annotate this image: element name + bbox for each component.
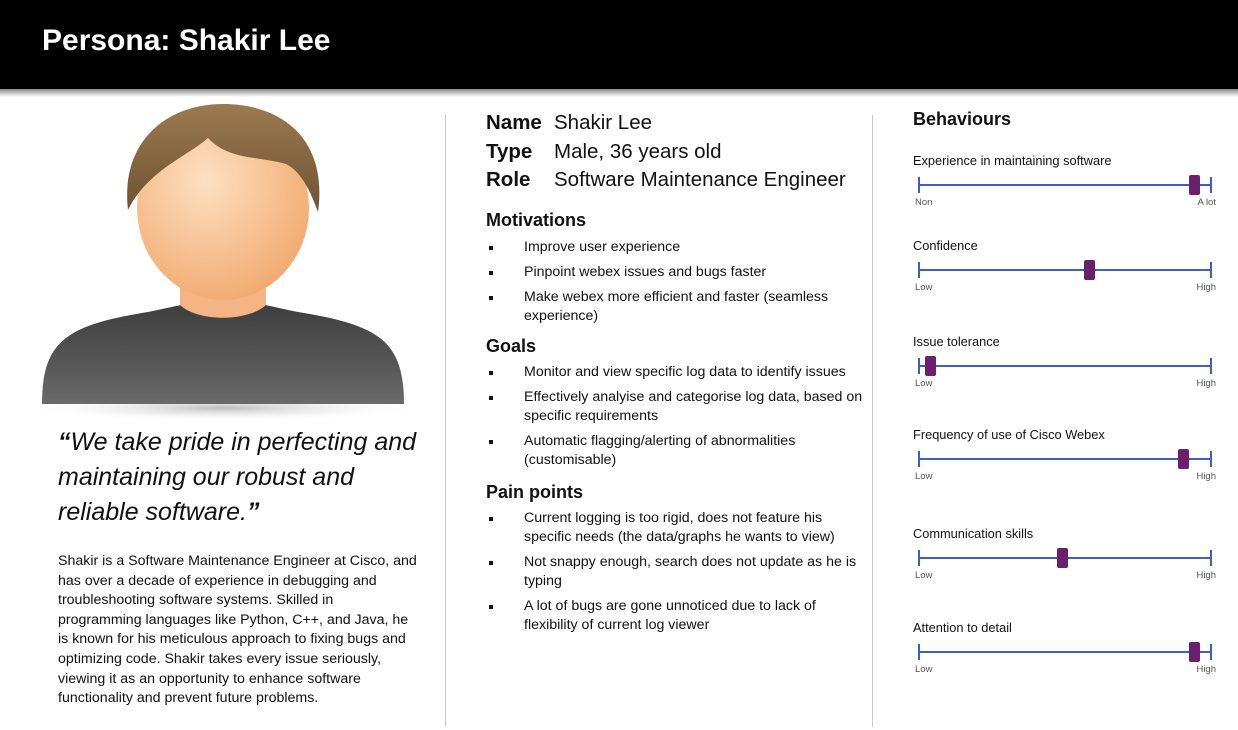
goals-heading: Goals xyxy=(486,336,537,356)
slider-low-label: Low xyxy=(915,471,933,482)
slider-knob xyxy=(1189,175,1200,195)
list-item: Not snappy enough, search does not update as he is typing xyxy=(486,553,864,591)
list-item: Current logging is too rigid, does not feature his specific needs (the data/graphs he wants to view) xyxy=(486,509,864,547)
slider-knob xyxy=(925,356,936,376)
behaviour-slider-communication xyxy=(913,526,1218,596)
slider-cap-right xyxy=(1210,177,1212,193)
info-value: Male, 36 years old xyxy=(554,139,722,163)
slider-low-label: Non xyxy=(915,197,933,208)
slider-cap-left xyxy=(918,358,920,374)
list-item: Make webex more efficient and faster (seamless experience) xyxy=(486,288,864,326)
slider-cap-right xyxy=(1210,451,1212,467)
persona-quote xyxy=(58,425,428,530)
list-item: Monitor and view specific log data to identify issues xyxy=(486,363,864,382)
slider-high-label: High xyxy=(1196,378,1216,389)
slider-high-label: High xyxy=(1196,664,1216,675)
info-value: Shakir Lee xyxy=(554,111,653,134)
behaviour-label: Frequency of use of Cisco Webex xyxy=(913,427,1105,442)
list-item: Automatic flagging/alerting of abnormalities (customisable) xyxy=(486,432,864,470)
behaviour-slider-attention xyxy=(913,620,1218,690)
list-item: Effectively analyise and categorise log data, based on specific requirements xyxy=(486,388,864,426)
list-item: Pinpoint webex issues and bugs faster xyxy=(486,263,864,282)
column-divider-left xyxy=(445,115,446,727)
quote-open-mark: “ xyxy=(58,428,71,456)
slider-high-label: High xyxy=(1196,282,1216,293)
info-row-role xyxy=(486,166,846,195)
quote-text: We take pride in perfecting and maintaining our robust and reliable software. xyxy=(58,428,417,526)
slider-cap-right xyxy=(1210,262,1212,278)
column-divider-right xyxy=(872,115,873,727)
goals-list xyxy=(486,363,864,476)
behaviour-label: Issue tolerance xyxy=(913,334,1000,349)
info-row-type xyxy=(486,138,846,167)
info-key: Type xyxy=(486,139,533,163)
slider-track xyxy=(918,365,1212,367)
slider-cap-left xyxy=(918,262,920,278)
behaviour-label: Confidence xyxy=(913,238,978,253)
slider-track xyxy=(918,458,1212,460)
behaviour-label: Attention to detail xyxy=(913,620,1012,635)
behaviour-slider-webex-frequency xyxy=(913,427,1218,497)
behaviour-slider-confidence xyxy=(913,238,1218,308)
slider-knob xyxy=(1084,260,1095,280)
slider-high-label: High xyxy=(1196,471,1216,482)
persona-info xyxy=(486,109,846,195)
motivations-heading: Motivations xyxy=(486,210,587,230)
behaviours-heading: Behaviours xyxy=(913,109,1012,129)
info-key: Name xyxy=(486,111,542,134)
slider-low-label: Low xyxy=(915,664,933,675)
slider-knob xyxy=(1057,548,1068,568)
slider-cap-left xyxy=(918,177,920,193)
slider-cap-right xyxy=(1210,358,1212,374)
slider-cap-left xyxy=(918,451,920,467)
slider-low-label: Low xyxy=(915,570,933,581)
motivations-list xyxy=(486,238,864,332)
info-value: Software Maintenance Engineer xyxy=(554,168,846,191)
behaviour-label: Experience in maintaining software xyxy=(913,153,1112,168)
persona-bio: Shakir is a Software Maintenance Engineer at Cisco, and has over a decade of experience in debugging and troubleshooting software systems. Skilled in programming languages like Python, C++, and Java, he is known for his meticulous approach to fixing bugs and optimizing code. Shakir takes every issue seriously, viewing it as an opportunity to enhance software functionality and prevent future problems. xyxy=(58,553,417,707)
slider-cap-right xyxy=(1210,550,1212,566)
slider-knob xyxy=(1189,642,1200,662)
slider-cap-right xyxy=(1210,644,1212,660)
list-item: Improve user experience xyxy=(486,238,864,257)
info-row-name xyxy=(486,109,846,138)
page-title: Persona: Shakir Lee xyxy=(42,24,331,57)
slider-high-label: High xyxy=(1196,570,1216,581)
slider-low-label: Low xyxy=(915,282,933,293)
quote-close-mark: ” xyxy=(246,498,260,526)
header-shadow xyxy=(0,89,1238,97)
pain-points-heading: Pain points xyxy=(486,482,584,502)
info-key: Role xyxy=(486,168,531,191)
behaviour-slider-experience xyxy=(913,153,1218,223)
header-bar xyxy=(0,0,1238,89)
slider-knob xyxy=(1178,449,1189,469)
slider-track xyxy=(918,184,1212,186)
pain-points-list xyxy=(486,509,864,641)
slider-cap-left xyxy=(918,644,920,660)
list-item: A lot of bugs are gone unnoticed due to lack of flexibility of current log viewer xyxy=(486,597,864,635)
slider-low-label: Low xyxy=(915,378,933,389)
slider-high-label: A lot xyxy=(1197,197,1216,208)
behaviour-slider-issue-tolerance xyxy=(913,334,1218,404)
slider-cap-left xyxy=(918,550,920,566)
slider-track xyxy=(918,269,1212,271)
behaviour-label: Communication skills xyxy=(913,526,1034,541)
slider-track xyxy=(918,651,1212,653)
persona-avatar-icon xyxy=(28,100,418,420)
